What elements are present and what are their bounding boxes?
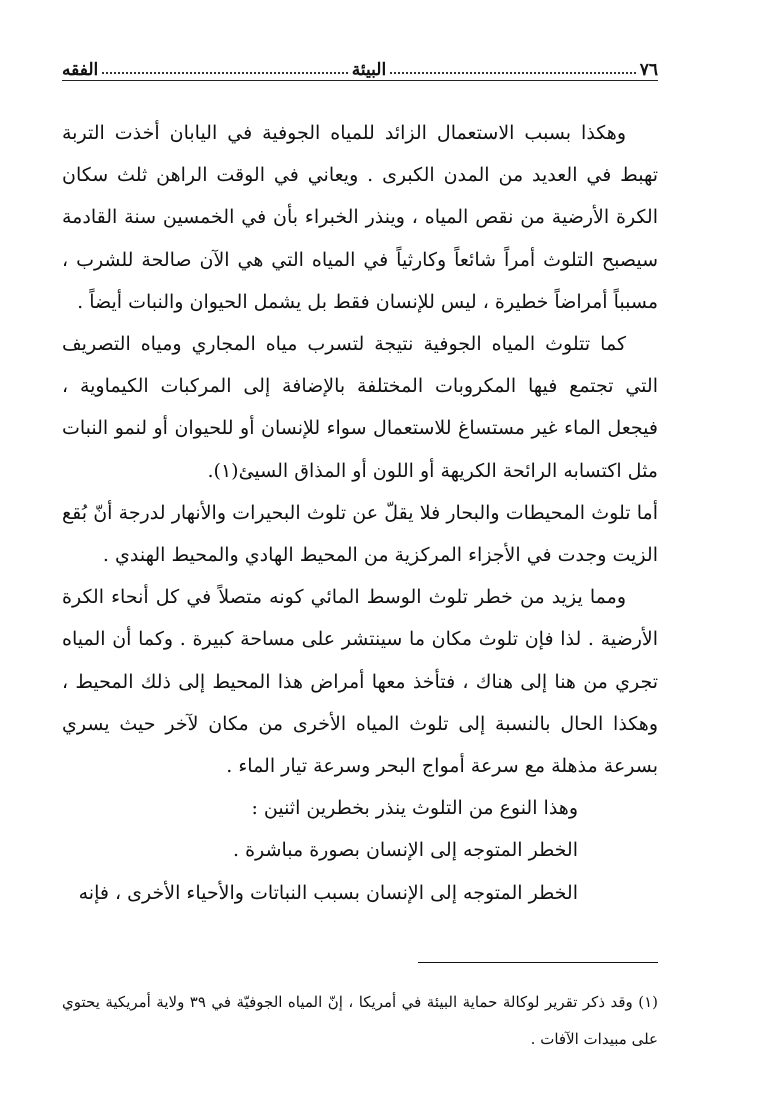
paragraph: كما تتلوث المياه الجوفية نتيجة لتسرب مياه المجاري ومياه التصريف التي تجتمع فيها المكروبات المختلفة بالإضافة إلى المركبات الكيماوية ، فيجعل الماء غير مستساغ للاستعمال سواء للإنسان أو للحيوان أو لنمو النبات مثل اكتسابه الرائحة الكريهة أو اللون أو المذاق السيئ(١).	[62, 333, 659, 482]
paragraph: ومما يزيد من خطر تلوث الوسط المائي كونه متصلاً في كل أنحاء الكرة الأرضية . لذا فإن تلوث مكان ما سينتشر على مساحة كبيرة . وكما أن المياه تجري من هنا إلى هناك ، فتأخذ معها أمراض هذا المحيط إلى ذلك المحيط ، وهكذا الحال بالنسبة إلى تلوث المياه الأخرى من مكان لآخر حيث يسري بسرعة مذهلة مع سرعة أمواج البحر وسرعة تيار الماء .	[62, 586, 658, 778]
footnote-separator	[418, 962, 658, 963]
book-title: الفقه	[62, 60, 99, 80]
paragraph: الخطر المتوجه إلى الإنسان بسبب النباتات والأحياء الأخرى ، فإنه	[78, 881, 578, 904]
dot-leader	[390, 72, 636, 74]
paragraph: أما تلوث المحيطات والبحار فلا يقلّ عن تلوث البحيرات والأنهار لدرجة أنّ بُقع الزيت وجدت في الأجزاء المركزية من المحيط الهادي والمحيط الهندي .	[62, 501, 658, 567]
paragraph: الخطر المتوجه إلى الإنسان بصورة مباشرة .	[233, 839, 578, 862]
chapter-title: البيئة	[351, 60, 387, 80]
footnote-text: (١) وقد ذكر تقرير لوكالة حماية البيئة في أمريكا ، إنّ المياه الجوفيّة في ٣٩ ولاية أمريكية يحتوي على مبيدات الآفات .	[62, 993, 658, 1048]
paragraph: وهذا النوع من التلوث ينذر بخطرين اثنين :	[251, 797, 578, 820]
page-number: ٧٦	[639, 60, 658, 80]
running-header	[62, 50, 658, 81]
paragraph: وهكذا بسبب الاستعمال الزائد للمياه الجوفية في اليابان أخذت التربة تهبط في العديد من المدن الكبرى . ويعاني في الوقت الراهن ثلث سكان الكرة الأرضية من نقص المياه ، وينذر الخبراء بأن في الخمسين سنة القادمة سيصبح التلوث أمراً شائعاً وكارثياً في المياه التي هي الآن صالحة للشرب ، مسبباً أمراضاً خطيرة ، ليس للإنسان فقط بل يشمل الحيوان والنبات أيضاً .	[62, 122, 658, 313]
footnote	[62, 984, 658, 1058]
body-text	[62, 112, 658, 914]
dot-leader	[102, 72, 348, 74]
